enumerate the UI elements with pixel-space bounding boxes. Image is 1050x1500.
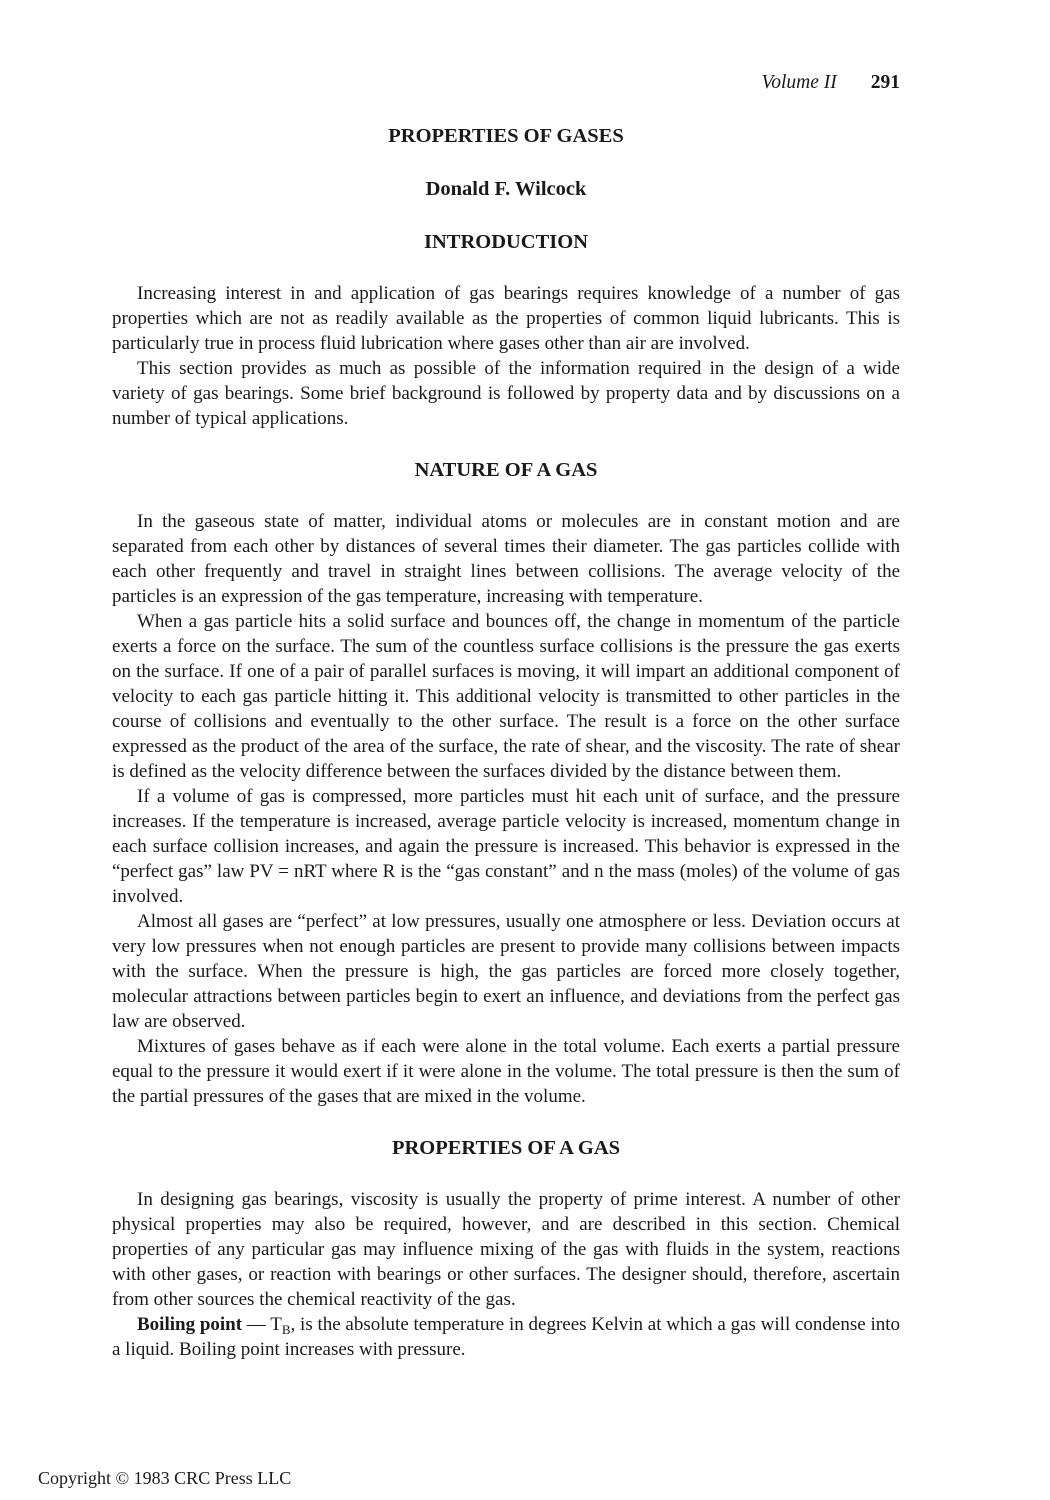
paragraph: When a gas particle hits a solid surface and bounces off, the change in momentum of the particle exerts a force on the surface. The sum of the countless surface collisions is the pressure the gas exerts on the surface. If one of a pair of parallel surfaces is moving, it will impart an additional component of velocity to each gas particle hitting it. This additional velocity is transmitted to other particles in the course of collisions and eventually to the other surface. The result is a force on the other surface expressed as the product of the area of the surface, the rate of shear, and the viscosity. The rate of shear is defined as the velocity difference between the surfaces divided by the distance between them. (112, 611, 900, 782)
document-title: PROPERTIES OF GASES (388, 125, 624, 147)
paragraph: Mixtures of gases behave as if each were alone in the total volume. Each exerts a partial pressure equal to the pressure it would exert if it were alone in the volume. The total pressure is then the sum of the partial pressures of the gases that are mixed in the volume. (112, 1036, 900, 1107)
paragraph: In designing gas bearings, viscosity is usually the property of prime interest. A number of other physical properties may also be required, however, and are described in this section. Chemical properties of any particular gas may influence mixing of the gas with fluids in the system, reactions with other gases, or reaction with bearings or other surfaces. The designer should, therefore, ascertain from other sources the chemical reactivity of the gas. (112, 1189, 900, 1310)
paragraph: If a volume of gas is compressed, more particles must hit each unit of surface, and the pressure increases. If the temperature is increased, average particle velocity is increased, momentum change in each surface collision increases, and again the pressure is increased. This behavior is expressed in the “perfect gas” law PV = nRT where R is the “gas constant” and n the mass (moles) of the volume of gas involved. (112, 786, 900, 907)
section-heading-nature: NATURE OF A GAS (414, 459, 598, 481)
boiling-point-definition: , is the absolute temperature in degrees Kelvin at which a gas will condense into a liquid. Boiling point increases with pressure. (112, 1314, 900, 1360)
boiling-point-paragraph (112, 1312, 900, 1362)
page-content (112, 122, 900, 1362)
paragraph: Increasing interest in and application of gas bearings requires knowledge of a number of gas properties which are not as readily available as the properties of common liquid lubricants. This is particularly true in process fluid lubrication where gases other than air are involved. (112, 283, 900, 354)
paragraph: Almost all gases are “perfect” at low pressures, usually one atmosphere or less. Deviation occurs at very low pressures when not enough particles are present to provide many collisions between impacts with the surface. When the pressure is high, the gas particles are forced more closely together, molecular attractions between particles begin to exert an influence, and deviations from the perfect gas law are observed. (112, 911, 900, 1032)
paragraph: This section provides as much as possible of the information required in the design of a wide variety of gas bearings. Some brief background is followed by property data and by discussions on a number of typical applications. (112, 358, 900, 429)
running-head (112, 70, 900, 96)
copyright-notice: Copyright © 1983 CRC Press LLC (38, 1468, 292, 1488)
definition-dash: — T (242, 1314, 282, 1335)
term-boiling-point: Boiling point (137, 1314, 243, 1335)
author-name: Donald F. Wilcock (425, 178, 587, 200)
page-number: 291 (870, 72, 900, 93)
volume-label: Volume II (761, 72, 837, 93)
subscript-b: B (281, 1322, 291, 1337)
paragraph: In the gaseous state of matter, individual atoms or molecules are in constant motion and are separated from each other by distances of several times their diameter. The gas particles collide with each other frequently and travel in straight lines between collisions. The average velocity of the particles is an expression of the gas temperature, increasing with temperature. (112, 511, 900, 607)
section-heading-properties: PROPERTIES OF A GAS (391, 1137, 621, 1159)
section-heading-introduction: INTRODUCTION (423, 231, 589, 253)
